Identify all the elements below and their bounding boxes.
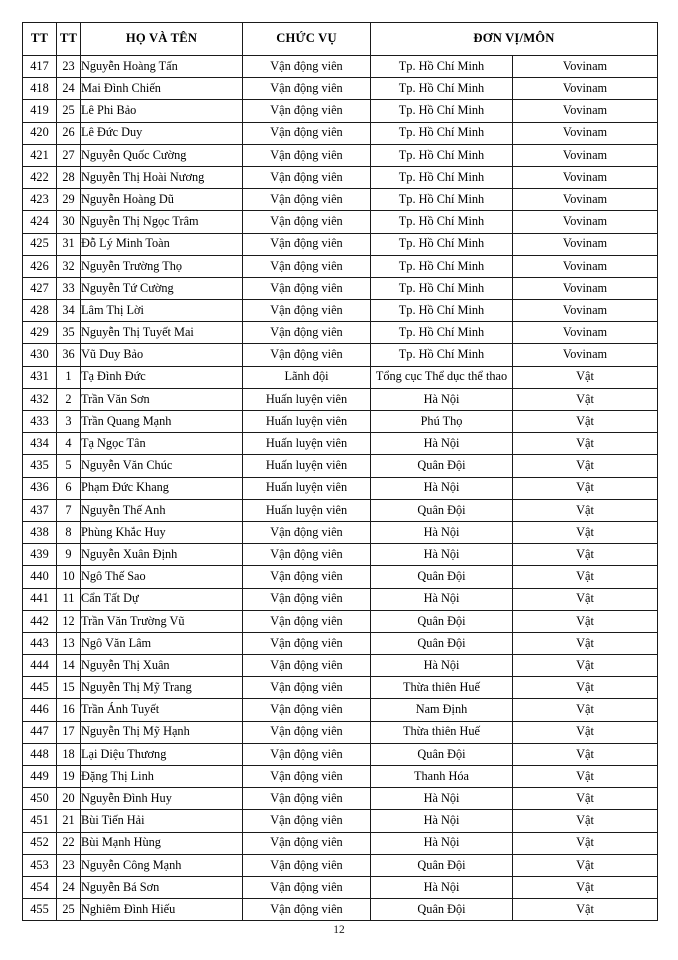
- cell-sport: Vovinam: [513, 56, 658, 78]
- cell-full-name: Ngô Thế Sao: [81, 566, 243, 588]
- cell-full-name: Đặng Thị Linh: [81, 766, 243, 788]
- cell-index-overall: 419: [23, 100, 57, 122]
- table-row: [23, 699, 658, 721]
- cell-index-overall: 421: [23, 144, 57, 166]
- cell-full-name: Nguyễn Văn Chúc: [81, 455, 243, 477]
- cell-unit: Hà Nội: [371, 832, 513, 854]
- cell-unit: Hà Nội: [371, 544, 513, 566]
- cell-position: Vận động viên: [243, 899, 371, 921]
- cell-full-name: Vũ Duy Bảo: [81, 344, 243, 366]
- cell-index-group: 24: [57, 876, 81, 898]
- cell-index-group: 32: [57, 255, 81, 277]
- cell-position: Vận động viên: [243, 566, 371, 588]
- cell-sport: Vật: [513, 455, 658, 477]
- cell-unit: Tp. Hồ Chí Minh: [371, 56, 513, 78]
- table-row: [23, 766, 658, 788]
- cell-full-name: Bùi Tiến Hải: [81, 810, 243, 832]
- cell-index-overall: 418: [23, 78, 57, 100]
- table-row: [23, 100, 658, 122]
- cell-position: Vận động viên: [243, 632, 371, 654]
- cell-sport: Vovinam: [513, 144, 658, 166]
- cell-full-name: Ngô Văn Lâm: [81, 632, 243, 654]
- cell-index-overall: 453: [23, 854, 57, 876]
- cell-unit: Tp. Hồ Chí Minh: [371, 277, 513, 299]
- cell-index-overall: 437: [23, 499, 57, 521]
- cell-index-group: 25: [57, 100, 81, 122]
- cell-index-group: 35: [57, 322, 81, 344]
- cell-index-overall: 447: [23, 721, 57, 743]
- cell-sport: Vật: [513, 588, 658, 610]
- cell-position: Vận động viên: [243, 189, 371, 211]
- cell-index-overall: 443: [23, 632, 57, 654]
- cell-unit: Tổng cục Thể dục thể thao: [371, 366, 513, 388]
- cell-position: Vận động viên: [243, 78, 371, 100]
- cell-index-overall: 429: [23, 322, 57, 344]
- cell-position: Vận động viên: [243, 655, 371, 677]
- cell-unit: Tp. Hồ Chí Minh: [371, 122, 513, 144]
- table-row: [23, 189, 658, 211]
- table-row: [23, 832, 658, 854]
- cell-index-overall: 446: [23, 699, 57, 721]
- column-header-index-overall: TT: [23, 23, 57, 56]
- table-row: [23, 788, 658, 810]
- cell-index-group: 31: [57, 233, 81, 255]
- cell-index-group: 29: [57, 189, 81, 211]
- cell-index-group: 10: [57, 566, 81, 588]
- cell-index-overall: 427: [23, 277, 57, 299]
- cell-index-overall: 450: [23, 788, 57, 810]
- cell-full-name: Trần Văn Sơn: [81, 388, 243, 410]
- table-row: [23, 477, 658, 499]
- cell-index-group: 13: [57, 632, 81, 654]
- cell-position: Huấn luyện viên: [243, 477, 371, 499]
- cell-index-group: 11: [57, 588, 81, 610]
- cell-unit: Hà Nội: [371, 810, 513, 832]
- cell-sport: Vật: [513, 655, 658, 677]
- cell-index-overall: 440: [23, 566, 57, 588]
- cell-index-group: 23: [57, 854, 81, 876]
- cell-full-name: Lê Phi Bảo: [81, 100, 243, 122]
- cell-sport: Vật: [513, 699, 658, 721]
- table-row: [23, 344, 658, 366]
- cell-index-group: 21: [57, 810, 81, 832]
- cell-position: Huấn luyện viên: [243, 455, 371, 477]
- cell-full-name: Trần Ánh Tuyết: [81, 699, 243, 721]
- cell-unit: Tp. Hồ Chí Minh: [371, 189, 513, 211]
- table-row: [23, 255, 658, 277]
- page-number: 12: [333, 924, 345, 936]
- cell-unit: Hà Nội: [371, 521, 513, 543]
- column-header-index-group: TT: [57, 23, 81, 56]
- cell-unit: Tp. Hồ Chí Minh: [371, 233, 513, 255]
- cell-index-group: 28: [57, 166, 81, 188]
- cell-unit: Thừa thiên Huế: [371, 721, 513, 743]
- cell-sport: Vovinam: [513, 233, 658, 255]
- table-row: [23, 411, 658, 433]
- cell-sport: Vật: [513, 388, 658, 410]
- cell-full-name: Nghiêm Đình Hiếu: [81, 899, 243, 921]
- cell-full-name: Nguyễn Hoàng Tấn: [81, 56, 243, 78]
- cell-index-overall: 435: [23, 455, 57, 477]
- cell-index-group: 1: [57, 366, 81, 388]
- cell-position: Huấn luyện viên: [243, 388, 371, 410]
- table-row: [23, 499, 658, 521]
- cell-index-overall: 432: [23, 388, 57, 410]
- cell-full-name: Nguyễn Trường Thọ: [81, 255, 243, 277]
- cell-index-overall: 422: [23, 166, 57, 188]
- cell-full-name: Phạm Đức Khang: [81, 477, 243, 499]
- table-row: [23, 433, 658, 455]
- cell-position: Vận động viên: [243, 610, 371, 632]
- table-row: [23, 300, 658, 322]
- cell-full-name: Nguyễn Tứ Cường: [81, 277, 243, 299]
- header-row: [23, 23, 658, 56]
- cell-index-overall: 452: [23, 832, 57, 854]
- cell-full-name: Nguyễn Quốc Cường: [81, 144, 243, 166]
- cell-index-group: 22: [57, 832, 81, 854]
- cell-sport: Vovinam: [513, 344, 658, 366]
- cell-sport: Vật: [513, 854, 658, 876]
- cell-unit: Tp. Hồ Chí Minh: [371, 166, 513, 188]
- cell-index-overall: 454: [23, 876, 57, 898]
- cell-position: Vận động viên: [243, 588, 371, 610]
- table-row: [23, 322, 658, 344]
- table-row: [23, 277, 658, 299]
- cell-position: Vận động viên: [243, 854, 371, 876]
- cell-position: Vận động viên: [243, 211, 371, 233]
- cell-unit: Hà Nội: [371, 433, 513, 455]
- cell-sport: Vật: [513, 766, 658, 788]
- table-row: [23, 78, 658, 100]
- cell-index-group: 23: [57, 56, 81, 78]
- cell-index-group: 9: [57, 544, 81, 566]
- cell-sport: Vật: [513, 899, 658, 921]
- table-row: [23, 810, 658, 832]
- cell-index-overall: 423: [23, 189, 57, 211]
- table-row: [23, 632, 658, 654]
- cell-unit: Tp. Hồ Chí Minh: [371, 211, 513, 233]
- cell-sport: Vật: [513, 566, 658, 588]
- cell-unit: Quân Đội: [371, 899, 513, 921]
- cell-unit: Quân Đội: [371, 743, 513, 765]
- cell-unit: Hà Nội: [371, 788, 513, 810]
- cell-sport: Vovinam: [513, 255, 658, 277]
- cell-position: Vận động viên: [243, 56, 371, 78]
- cell-position: Lãnh đội: [243, 366, 371, 388]
- table-row: [23, 566, 658, 588]
- cell-position: Huấn luyện viên: [243, 433, 371, 455]
- cell-sport: Vovinam: [513, 211, 658, 233]
- cell-position: Vận động viên: [243, 721, 371, 743]
- cell-full-name: Phùng Khắc Huy: [81, 521, 243, 543]
- cell-unit: Hà Nội: [371, 655, 513, 677]
- table-row: [23, 588, 658, 610]
- cell-sport: Vật: [513, 876, 658, 898]
- cell-sport: Vovinam: [513, 122, 658, 144]
- cell-full-name: Nguyễn Thị Mỹ Hạnh: [81, 721, 243, 743]
- cell-sport: Vovinam: [513, 166, 658, 188]
- cell-full-name: Tạ Đình Đức: [81, 366, 243, 388]
- cell-unit: Tp. Hồ Chí Minh: [371, 144, 513, 166]
- cell-full-name: Lê Đức Duy: [81, 122, 243, 144]
- cell-position: Huấn luyện viên: [243, 411, 371, 433]
- cell-unit: Hà Nội: [371, 477, 513, 499]
- cell-index-group: 30: [57, 211, 81, 233]
- cell-unit: Thừa thiên Huế: [371, 677, 513, 699]
- cell-index-overall: 430: [23, 344, 57, 366]
- cell-sport: Vật: [513, 411, 658, 433]
- cell-index-group: 19: [57, 766, 81, 788]
- cell-index-overall: 433: [23, 411, 57, 433]
- cell-index-overall: 424: [23, 211, 57, 233]
- cell-index-group: 15: [57, 677, 81, 699]
- cell-position: Vận động viên: [243, 233, 371, 255]
- cell-sport: Vovinam: [513, 322, 658, 344]
- cell-index-overall: 434: [23, 433, 57, 455]
- cell-index-overall: 448: [23, 743, 57, 765]
- cell-index-overall: 442: [23, 610, 57, 632]
- cell-sport: Vật: [513, 610, 658, 632]
- cell-index-overall: 431: [23, 366, 57, 388]
- roster-table-container: [22, 22, 657, 921]
- table-row: [23, 655, 658, 677]
- cell-index-overall: 439: [23, 544, 57, 566]
- cell-index-overall: 441: [23, 588, 57, 610]
- cell-index-overall: 444: [23, 655, 57, 677]
- cell-unit: Quân Đội: [371, 610, 513, 632]
- table-header: [23, 23, 658, 56]
- cell-unit: Tp. Hồ Chí Minh: [371, 255, 513, 277]
- table-row: [23, 388, 658, 410]
- table-row: [23, 233, 658, 255]
- cell-unit: Quân Đội: [371, 566, 513, 588]
- table-row: [23, 876, 658, 898]
- cell-full-name: Nguyễn Xuân Định: [81, 544, 243, 566]
- cell-index-group: 16: [57, 699, 81, 721]
- cell-index-group: 20: [57, 788, 81, 810]
- cell-index-group: 27: [57, 144, 81, 166]
- cell-position: Vận động viên: [243, 677, 371, 699]
- cell-unit: Tp. Hồ Chí Minh: [371, 322, 513, 344]
- cell-unit: Nam Định: [371, 699, 513, 721]
- cell-unit: Thanh Hóa: [371, 766, 513, 788]
- cell-unit: Quân Đội: [371, 854, 513, 876]
- cell-full-name: Nguyễn Thị Mỹ Trang: [81, 677, 243, 699]
- cell-full-name: Nguyễn Hoàng Dũ: [81, 189, 243, 211]
- cell-full-name: Bùi Mạnh Hùng: [81, 832, 243, 854]
- cell-full-name: Trần Văn Trường Vũ: [81, 610, 243, 632]
- cell-position: Vận động viên: [243, 876, 371, 898]
- roster-table: [22, 22, 658, 921]
- cell-index-group: 36: [57, 344, 81, 366]
- table-body: [23, 56, 658, 921]
- cell-unit: Hà Nội: [371, 388, 513, 410]
- cell-position: Vận động viên: [243, 144, 371, 166]
- cell-index-overall: 426: [23, 255, 57, 277]
- cell-index-group: 8: [57, 521, 81, 543]
- cell-index-group: 17: [57, 721, 81, 743]
- cell-index-overall: 449: [23, 766, 57, 788]
- table-row: [23, 56, 658, 78]
- cell-index-group: 6: [57, 477, 81, 499]
- cell-unit: Hà Nội: [371, 588, 513, 610]
- cell-full-name: Cẩn Tất Dự: [81, 588, 243, 610]
- cell-position: Vận động viên: [243, 122, 371, 144]
- cell-position: Vận động viên: [243, 743, 371, 765]
- cell-index-group: 26: [57, 122, 81, 144]
- cell-position: Vận động viên: [243, 699, 371, 721]
- cell-sport: Vật: [513, 788, 658, 810]
- cell-sport: Vovinam: [513, 189, 658, 211]
- cell-sport: Vật: [513, 721, 658, 743]
- cell-index-group: 5: [57, 455, 81, 477]
- table-row: [23, 366, 658, 388]
- cell-position: Vận động viên: [243, 322, 371, 344]
- cell-full-name: Nguyễn Thị Hoài Nương: [81, 166, 243, 188]
- cell-position: Vận động viên: [243, 300, 371, 322]
- cell-full-name: Nguyễn Đình Huy: [81, 788, 243, 810]
- cell-unit: Tp. Hồ Chí Minh: [371, 100, 513, 122]
- cell-sport: Vật: [513, 632, 658, 654]
- cell-full-name: Nguyễn Thế Anh: [81, 499, 243, 521]
- cell-unit: Tp. Hồ Chí Minh: [371, 300, 513, 322]
- cell-position: Vận động viên: [243, 344, 371, 366]
- cell-position: Vận động viên: [243, 766, 371, 788]
- cell-sport: Vovinam: [513, 300, 658, 322]
- column-header-full-name: HỌ VÀ TÊN: [81, 23, 243, 56]
- cell-sport: Vovinam: [513, 277, 658, 299]
- column-header-position: CHỨC VỤ: [243, 23, 371, 56]
- cell-sport: Vật: [513, 366, 658, 388]
- cell-sport: Vật: [513, 477, 658, 499]
- cell-index-overall: 428: [23, 300, 57, 322]
- cell-index-group: 12: [57, 610, 81, 632]
- table-row: [23, 211, 658, 233]
- cell-unit: Tp. Hồ Chí Minh: [371, 344, 513, 366]
- cell-full-name: Tạ Ngọc Tân: [81, 433, 243, 455]
- cell-position: Vận động viên: [243, 166, 371, 188]
- cell-index-group: 34: [57, 300, 81, 322]
- cell-full-name: Đỗ Lý Minh Toàn: [81, 233, 243, 255]
- cell-sport: Vovinam: [513, 100, 658, 122]
- cell-sport: Vật: [513, 521, 658, 543]
- cell-full-name: Nguyễn Bá Sơn: [81, 876, 243, 898]
- cell-position: Vận động viên: [243, 544, 371, 566]
- cell-unit: Quân Đội: [371, 499, 513, 521]
- cell-sport: Vật: [513, 743, 658, 765]
- cell-full-name: Lại Diệu Thương: [81, 743, 243, 765]
- table-row: [23, 899, 658, 921]
- cell-sport: Vật: [513, 677, 658, 699]
- cell-sport: Vật: [513, 544, 658, 566]
- cell-position: Vận động viên: [243, 255, 371, 277]
- table-row: [23, 721, 658, 743]
- cell-unit: Hà Nội: [371, 876, 513, 898]
- cell-position: Vận động viên: [243, 832, 371, 854]
- cell-index-group: 3: [57, 411, 81, 433]
- cell-index-overall: 451: [23, 810, 57, 832]
- cell-index-group: 18: [57, 743, 81, 765]
- cell-index-overall: 425: [23, 233, 57, 255]
- table-row: [23, 122, 658, 144]
- column-header-unit-sport: ĐƠN VỊ/MÔN: [371, 23, 658, 56]
- cell-sport: Vật: [513, 499, 658, 521]
- cell-index-overall: 438: [23, 521, 57, 543]
- cell-full-name: Nguyễn Thị Ngọc Trâm: [81, 211, 243, 233]
- cell-index-overall: 445: [23, 677, 57, 699]
- cell-position: Huấn luyện viên: [243, 499, 371, 521]
- cell-position: Vận động viên: [243, 788, 371, 810]
- cell-unit: Quân Đội: [371, 632, 513, 654]
- cell-sport: Vật: [513, 832, 658, 854]
- cell-index-group: 4: [57, 433, 81, 455]
- table-row: [23, 743, 658, 765]
- cell-unit: Tp. Hồ Chí Minh: [371, 78, 513, 100]
- cell-unit: Phú Thọ: [371, 411, 513, 433]
- cell-sport: Vật: [513, 810, 658, 832]
- table-row: [23, 166, 658, 188]
- cell-position: Vận động viên: [243, 100, 371, 122]
- cell-index-group: 7: [57, 499, 81, 521]
- cell-unit: Quân Đội: [371, 455, 513, 477]
- table-row: [23, 455, 658, 477]
- cell-index-overall: 436: [23, 477, 57, 499]
- cell-index-overall: 417: [23, 56, 57, 78]
- cell-full-name: Nguyễn Công Mạnh: [81, 854, 243, 876]
- cell-index-group: 33: [57, 277, 81, 299]
- table-row: [23, 854, 658, 876]
- cell-index-group: 25: [57, 899, 81, 921]
- cell-sport: Vật: [513, 433, 658, 455]
- table-row: [23, 677, 658, 699]
- cell-index-group: 2: [57, 388, 81, 410]
- cell-position: Vận động viên: [243, 810, 371, 832]
- cell-position: Vận động viên: [243, 277, 371, 299]
- cell-full-name: Lâm Thị Lời: [81, 300, 243, 322]
- cell-full-name: Mai Đình Chiến: [81, 78, 243, 100]
- cell-full-name: Nguyễn Thị Tuyết Mai: [81, 322, 243, 344]
- table-row: [23, 610, 658, 632]
- cell-full-name: Trần Quang Mạnh: [81, 411, 243, 433]
- table-row: [23, 144, 658, 166]
- table-row: [23, 544, 658, 566]
- table-row: [23, 521, 658, 543]
- cell-position: Vận động viên: [243, 521, 371, 543]
- cell-index-group: 24: [57, 78, 81, 100]
- cell-index-overall: 420: [23, 122, 57, 144]
- cell-sport: Vovinam: [513, 78, 658, 100]
- cell-full-name: Nguyễn Thị Xuân: [81, 655, 243, 677]
- cell-index-overall: 455: [23, 899, 57, 921]
- cell-index-group: 14: [57, 655, 81, 677]
